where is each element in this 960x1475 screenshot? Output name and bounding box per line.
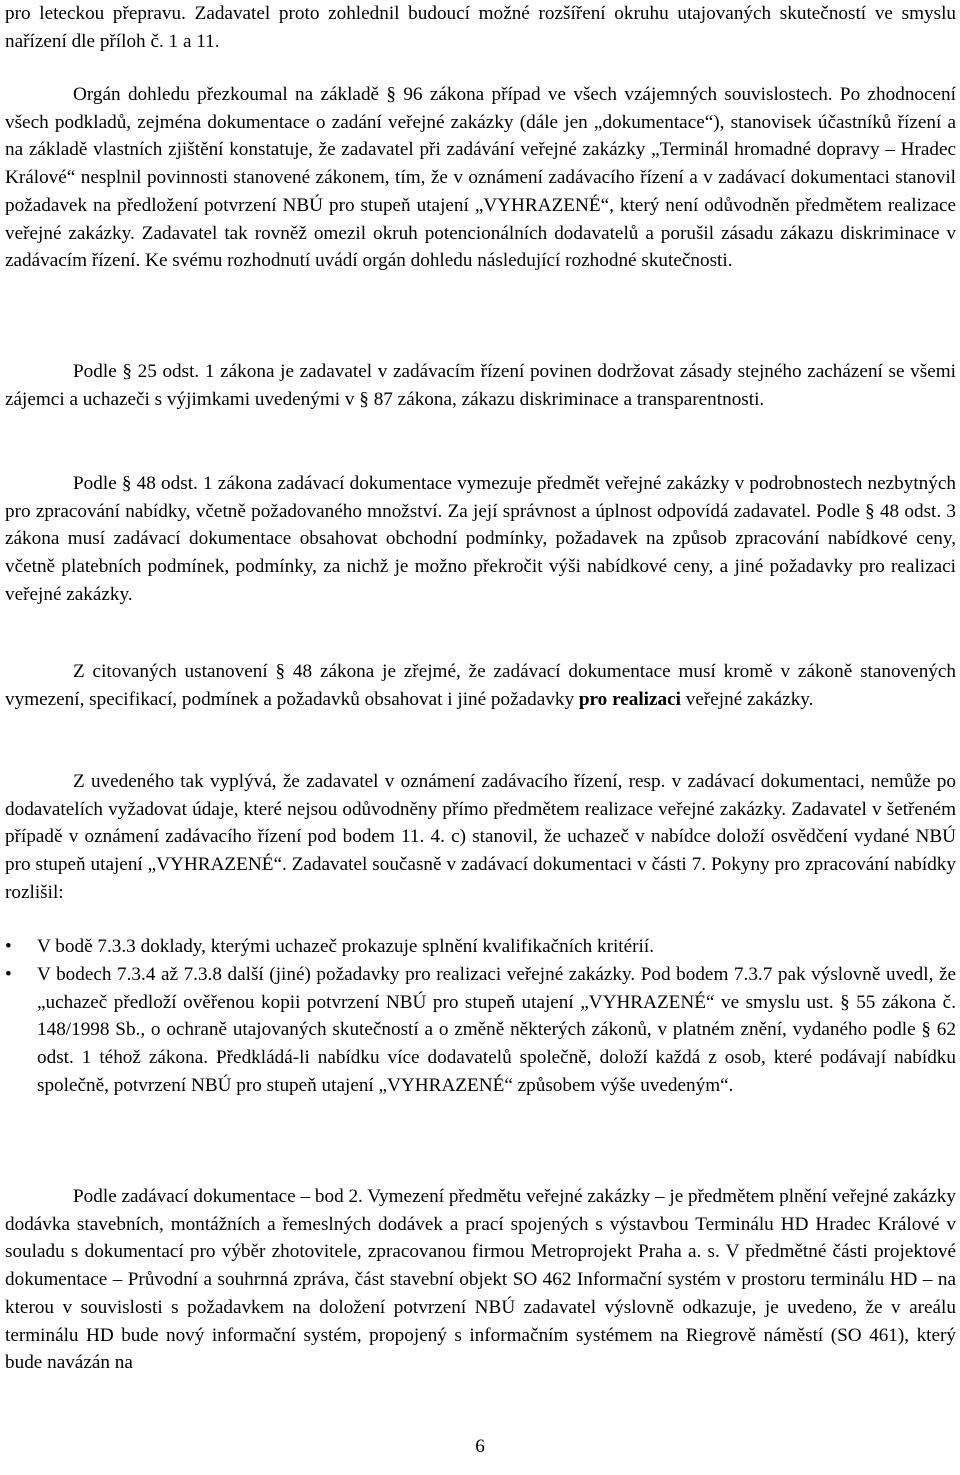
- paragraph-4-bold: pro realizaci: [578, 688, 681, 710]
- bullet-item-2-text: V bodech 7.3.4 až 7.3.8 další (jiné) požadavky pro realizaci veřejné zakázky. Pod bodem 7.3.7 pak výslovně uvedl, že „uchazeč předloží ověřenou kopii potvrzení NBÚ pro stupeň utajení „VYHRAZENÉ“ ve smyslu ust. § 55 zákona č. 148/1998 Sb., o ochraně utajovaných skutečností a o změně některých zákonů, v platném znění, vydaného podle § 62 odst. 1 téhož zákona. Předkládá-li nabídku více dodavatelů společně, doloží každá z osob, které podávají nabídku společně, potvrzení NBÚ pro stupeň utajení „VYHRAZENÉ“ způsobem výše uvedeným“.: [37, 964, 956, 1096]
- bullet-item-1-text: V bodě 7.3.3 doklady, kterými uchazeč prokazuje splnění kvalifikačních kritérií.: [37, 936, 654, 957]
- paragraph-4-text-c: veřejné zakázky.: [680, 688, 814, 710]
- paragraph-2: Podle § 25 odst. 1 zákona je zadavatel v zadávacím řízení povinen dodržovat zásady stejného zacházení se všemi zájemci a uchazeči s výjimkami uvedenými v § 87 zákona, zákazu diskriminace a transparentnosti.: [5, 361, 956, 410]
- page-number: 6: [475, 1436, 485, 1457]
- bullet-icon: •: [5, 936, 12, 957]
- paragraph-0: pro leteckou přepravu. Zadavatel proto zohlednil budoucí možné rozšíření okruhu utajovaných skutečností ve smyslu nařízení dle příloh č. 1 a 11.: [5, 3, 956, 52]
- paragraph-3: Podle § 48 odst. 1 zákona zadávací dokumentace vymezuje předmět veřejné zakázky v podrobnostech nezbytných pro zpracování nabídky, včetně požadovaného množství. Za její správnost a úplnost odpovídá zadavatel. Podle § 48 odst. 3 zákona musí zadávací dokumentace obsahovat obchodní podmínky, požadavek na způsob zpracování nabídkové ceny, včetně platebních podmínek, podmínky, za nichž je možno překročit výši nabídkové ceny, a jiné požadavky pro realizaci veřejné zakázky.: [5, 473, 956, 605]
- paragraph-5: Z uvedeného tak vyplývá, že zadavatel v oznámení zadávacího řízení, resp. v zadávací dokumentaci, nemůže po dodavatelích vyžadovat údaje, které nejsou odůvodněny přímo předmětem realizace veřejné zakázky. Zadavatel v šetřeném případě v oznámení zadávacího řízení pod bodem 11. 4. c) stanovil, že uchazeč v nabídce doloží osvědčení vydané NBÚ pro stupeň utajení „VYHRAZENÉ“. Zadavatel současně v zadávací dokumentaci v části 7. Pokyny pro zpracování nabídky rozlišil:: [5, 771, 956, 903]
- bullet-item-2: [5, 961, 956, 1100]
- paragraph-1: Orgán dohledu přezkoumal na základě § 96 zákona případ ve všech vzájemných souvislostech. Po zhodnocení všech podkladů, zejména dokumentace o zadání veřejné zakázky (dále jen „dokumentace“), stanovisek účastníků řízení a na základě vlastních zjištění konstatuje, že zadavatel při zadávání veřejné zakázky „Terminál hromadné dopravy – Hradec Králové“ nesplnil povinnosti stanovené zákonem, tím, že v oznámení zadávacího řízení a v zadávací dokumentaci stanovil požadavek na předložení potvrzení NBÚ pro stupeň utajení „VYHRAZENÉ“, který není odůvodněn předmětem realizace veřejné zakázky. Zadavatel tak rovněž omezil okruh potencionálních dodavatelů a porušil zásadu zákazu diskriminace v zadávacím řízení. Ke svému rozhodnutí uvádí orgán dohledu následující rozhodné skutečnosti.: [5, 84, 956, 272]
- paragraph-4-text-a: Z citovaných ustanovení § 48 zákona je zřejmé, že zadávací dokumentace musí kromě v zákoně stanovených vymezení, specifikací, podmínek a požadavků obsahovat i jiné požadavky: [5, 661, 956, 710]
- paragraph-4: [5, 658, 956, 713]
- bullet-item-1: [5, 933, 956, 961]
- bullet-icon: •: [5, 964, 12, 985]
- paragraph-6: Podle zadávací dokumentace – bod 2. Vymezení předmětu veřejné zakázky – je předmětem plnění veřejné zakázky dodávka stavebních, montážních a řemeslných dodávek a prací spojených s výstavbou Terminálu HD Hradec Králové v souladu s dokumentací pro výběr zhotovitele, zpracovanou firmou Metroprojekt Praha a. s. V předmětné části projektové dokumentace – Průvodní a souhrnná zpráva, část stavební objekt SO 462 Informační systém v prostoru terminálu HD – na kterou v souvislosti s požadavkem na doložení potvrzení NBÚ zadavatel výslovně odkazuje, je uvedeno, že v areálu terminálu HD bude nový informační systém, propojený s informačním systémem na Riegrově náměstí (SO 461), který bude navázán na: [5, 1186, 956, 1374]
